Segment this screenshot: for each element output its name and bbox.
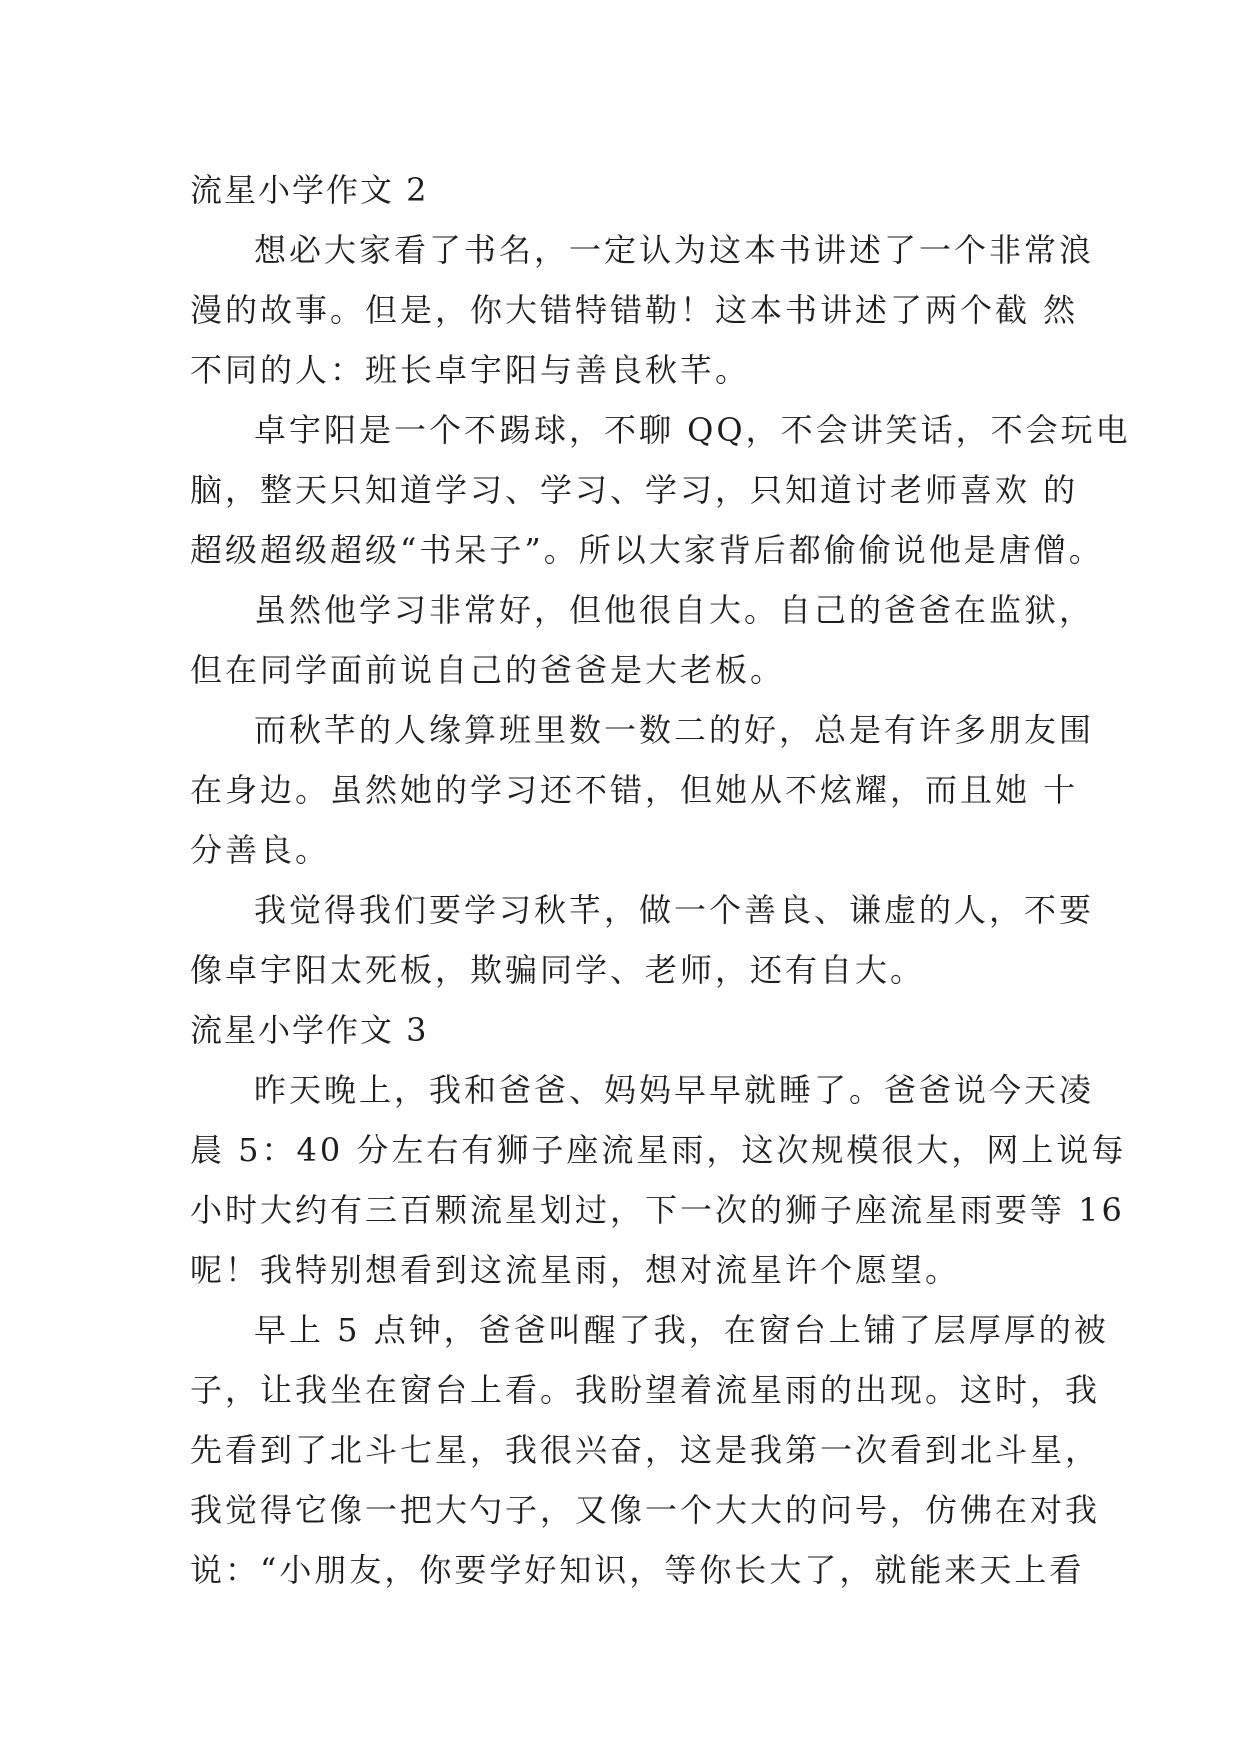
paragraph-line: 小时大约有三百颗流星划过，下一次的狮子座流星雨要等 16: [190, 1191, 1125, 1229]
section-heading: 流星小学作文 2: [190, 171, 429, 209]
paragraph-line: 想必大家看了书名，一定认为这本书讲述了一个非常浪: [254, 231, 1095, 269]
paragraph-line: 像卓宇阳太死板，欺骗同学、老师，还有自大。: [190, 951, 926, 989]
paragraph-line: 虽然他学习非常好，但他很自大。自己的爸爸在监狱，: [254, 591, 1095, 629]
paragraph-line: 但在同学面前说自己的爸爸是大老板。: [190, 651, 786, 689]
paragraph-line: 昨天晚上，我和爸爸、妈妈早早就睡了。爸爸说今天凌: [254, 1071, 1095, 1109]
paragraph-line: 我觉得它像一把大勺子，又像一个大大的问号，仿佛在对我: [190, 1491, 1101, 1529]
paragraph-line: 分善良。: [190, 831, 331, 869]
paragraph-line: 不同的人：班长卓宇阳与善良秋芊。: [190, 351, 751, 389]
paragraph-line: 子，让我坐在窗台上看。我盼望着流星雨的出现。这时，我: [190, 1371, 1101, 1409]
paragraph-line: 脑，整天只知道学习、学习、学习，只知道讨老师喜欢 的: [190, 471, 1079, 509]
paragraph-line: 晨 5：40 分左右有狮子座流星雨，这次规模很大，网上说每: [190, 1131, 1127, 1169]
paragraph-line: 卓宇阳是一个不踢球，不聊 QQ，不会讲笑话，不会玩电: [254, 411, 1131, 449]
paragraph-line: 超级超级超级“书呆子”。所以大家背后都偷偷说他是唐僧。: [190, 531, 1104, 569]
section-heading: 流星小学作文 3: [190, 1011, 429, 1049]
paragraph-line: 而秋芊的人缘算班里数一数二的好，总是有许多朋友围: [254, 711, 1095, 749]
document-body: [190, 160, 1131, 1600]
paragraph-line: 先看到了北斗七星，我很兴奋，这是我第一次看到北斗星，: [190, 1431, 1101, 1469]
paragraph-line: 说：“小朋友，你要学好知识，等你长大了，就能来天上看: [190, 1551, 1085, 1589]
paragraph-line: 漫的故事。但是，你大错特错勒！这本书讲述了两个截 然: [190, 291, 1079, 329]
paragraph-line: 在身边。虽然她的学习还不错，但她从不炫耀，而且她 十: [190, 771, 1079, 809]
paragraph-line: 呢！我特别想看到这流星雨，想对流星许个愿望。: [190, 1251, 961, 1289]
paragraph-line: 我觉得我们要学习秋芊，做一个善良、谦虚的人，不要: [254, 891, 1095, 929]
paragraph-line: 早上 5 点钟，爸爸叫醒了我，在窗台上铺了层厚厚的被: [254, 1311, 1109, 1349]
